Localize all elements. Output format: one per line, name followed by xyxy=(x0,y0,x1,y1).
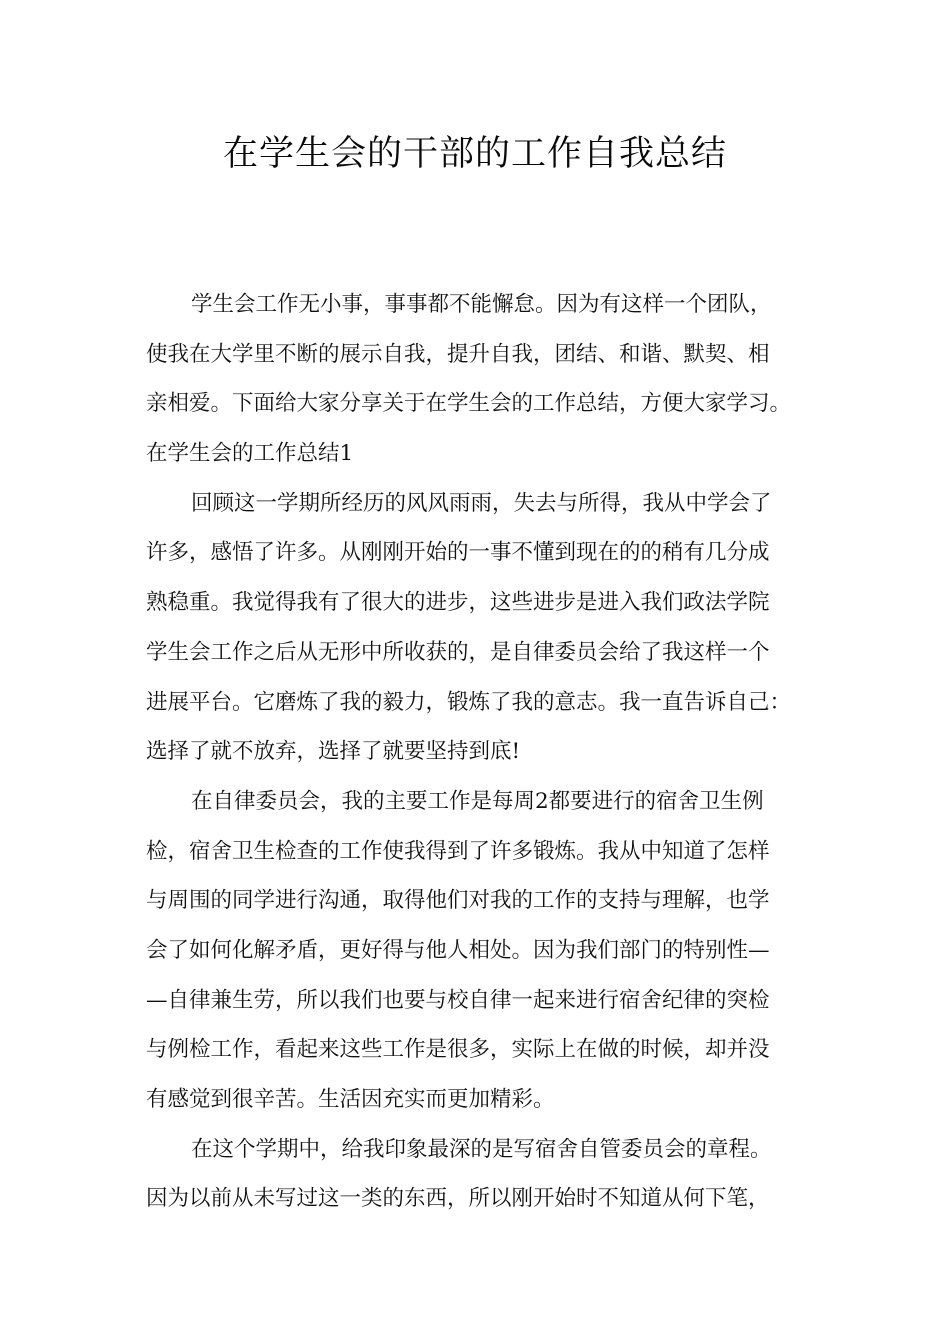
text-line: 在这个学期中，给我印象最深的是写宿舍自管委员会的章程。 xyxy=(191,1136,772,1162)
text-line: 学生会工作之后从无形中所收获的，是自律委员会给了我这样一个 xyxy=(146,639,770,665)
text-line: 回顾这一学期所经历的风风雨雨，失去与所得，我从中学会了 xyxy=(191,490,772,516)
section-heading: 在学生会的工作总结1 xyxy=(146,441,354,467)
text-line: 与周围的同学进行沟通，取得他们对我的工作的支持与理解，也学 xyxy=(146,888,770,914)
text-line: 会了如何化解矛盾，更好得与他人相处。因为我们部门的特别性— xyxy=(146,937,770,963)
text-line: 学生会工作无小事，事事都不能懈怠。因为有这样一个团队， xyxy=(191,292,772,317)
text-line: 有感觉到很辛苦。生活因充实而更加精彩。 xyxy=(146,1087,555,1112)
text-line: 检，宿舍卫生检查的工作使我得到了许多锻炼。我从中知道了怎样 xyxy=(146,838,770,864)
text-line: 许多，感悟了许多。从刚刚开始的一事不懂到现在的的稍有几分成 xyxy=(146,540,770,566)
text-line: 选择了就不放弃，选择了就要坚持到底! xyxy=(146,739,521,765)
text-line: 在自律委员会，我的主要工作是每周2都要进行的宿舍卫生例 xyxy=(191,788,764,814)
document-title: 在学生会的干部的工作自我总结 xyxy=(222,134,727,174)
document-body xyxy=(146,280,816,1224)
text-line: 与例检工作，看起来这些工作是很多，实际上在做的时候，却并没 xyxy=(146,1037,770,1063)
text-line: 熟稳重。我觉得我有了很大的进步，这些进步是进入我们政法学院 xyxy=(146,590,770,616)
text-line: 进展平台。它磨炼了我的毅力，锻炼了我的意志。我一直告诉自己： xyxy=(146,689,792,715)
text-line: 因为以前从未写过这一类的东西，所以刚开始时不知道从何下笔， xyxy=(146,1186,770,1212)
text-line: 使我在大学里不断的展示自我，提升自我，团结、和谐、默契、相 xyxy=(146,341,770,367)
text-line: 亲相爱。下面给大家分享关于在学生会的工作总结，方便大家学习。 xyxy=(146,391,792,417)
text-line: —自律兼生劳，所以我们也要与校自律一起来进行宿舍纪律的突检 xyxy=(146,987,770,1013)
